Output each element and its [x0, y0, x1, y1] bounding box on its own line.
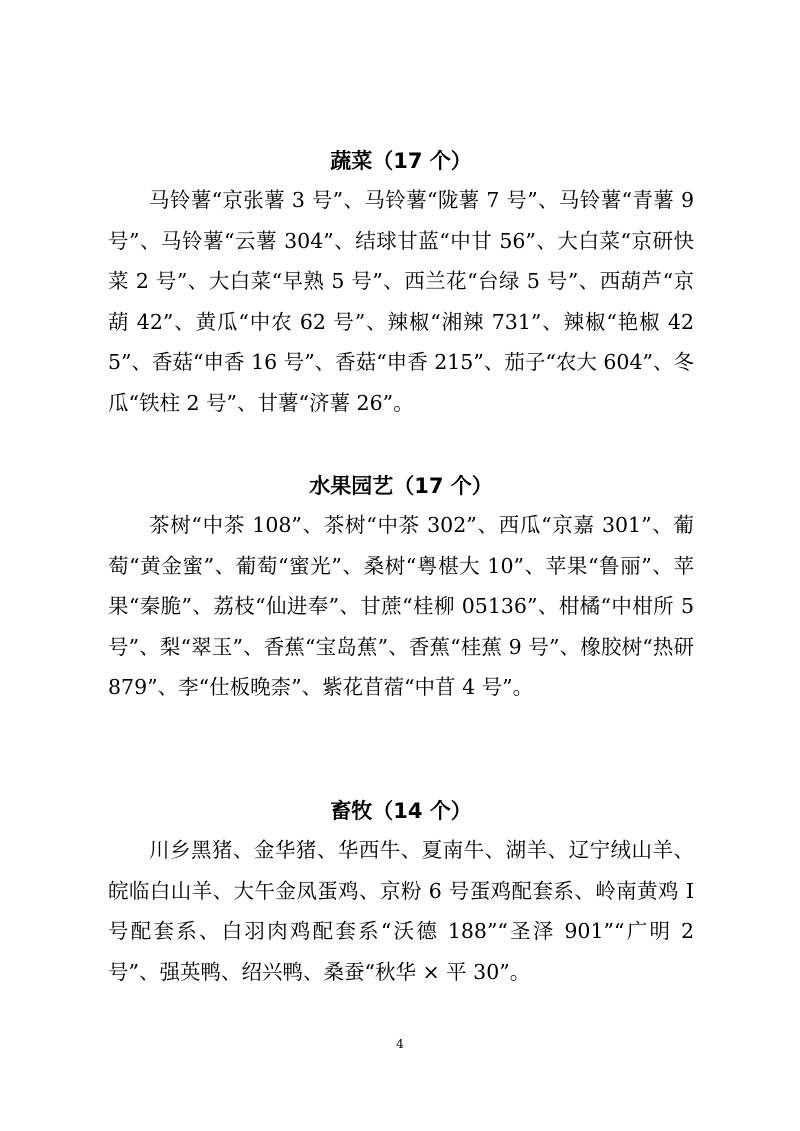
section-body-vegetables: 马铃薯“京张薯 3 号”、马铃薯“陇薯 7 号”、马铃薯“青薯 9 号”、马铃薯“云薯 304”、结球甘蓝“中甘 56”、大白菜“京研快菜 2 号”、大白菜“早熟 5 号”、西兰花“台绿 5 号”、西葫芦“京葫 42”、黄瓜“中农 62 号”、辣椒“湘辣 731”、辣椒“艳椒 425”、香菇“申香 16 号”、香菇“申香 215”、茄子“农大 604”、冬瓜“铁柱 2 号”、甘薯“济薯 26”。 [108, 188, 694, 415]
section-fruit-horticulture [108, 471, 694, 708]
section-heading-fruit-horticulture: 水果园艺（17 个） [309, 474, 493, 498]
page-number: 4 [396, 1037, 404, 1051]
section-heading-livestock: 畜牧（14 个） [330, 799, 472, 823]
section-body-fruit-horticulture: 茶树“中茶 108”、茶树“中茶 302”、西瓜“京嘉 301”、葡萄“黄金蜜”、葡萄“蜜光”、桑树“粤椹大 10”、苹果“鲁丽”、苹果“秦脆”、荔枝“仙进奉”、甘蔗“桂柳 05136”、柑橘“中柑所 5 号”、梨“翠玉”、香蕉“宝岛蕉”、香蕉“桂蕉 9 号”、橡胶树“热研 879”、李“仕板晚柰”、紫花苜蓿“中苜 4 号”。 [108, 513, 694, 699]
section-vegetables [108, 146, 694, 423]
section-livestock [108, 796, 694, 992]
section-heading-vegetables: 蔬菜（17 个） [330, 149, 472, 173]
section-body-livestock: 川乡黑猪、金华猪、华西牛、夏南牛、湖羊、辽宁绒山羊、皖临白山羊、大午金凤蛋鸡、京粉 6 号蛋鸡配套系、岭南黄鸡 I 号配套系、白羽肉鸡配套系“沃德 188”“圣泽 901”“广明 2 号”、强英鸭、绍兴鸭、桑蚕“秋华 × 平 30”。 [108, 838, 694, 984]
